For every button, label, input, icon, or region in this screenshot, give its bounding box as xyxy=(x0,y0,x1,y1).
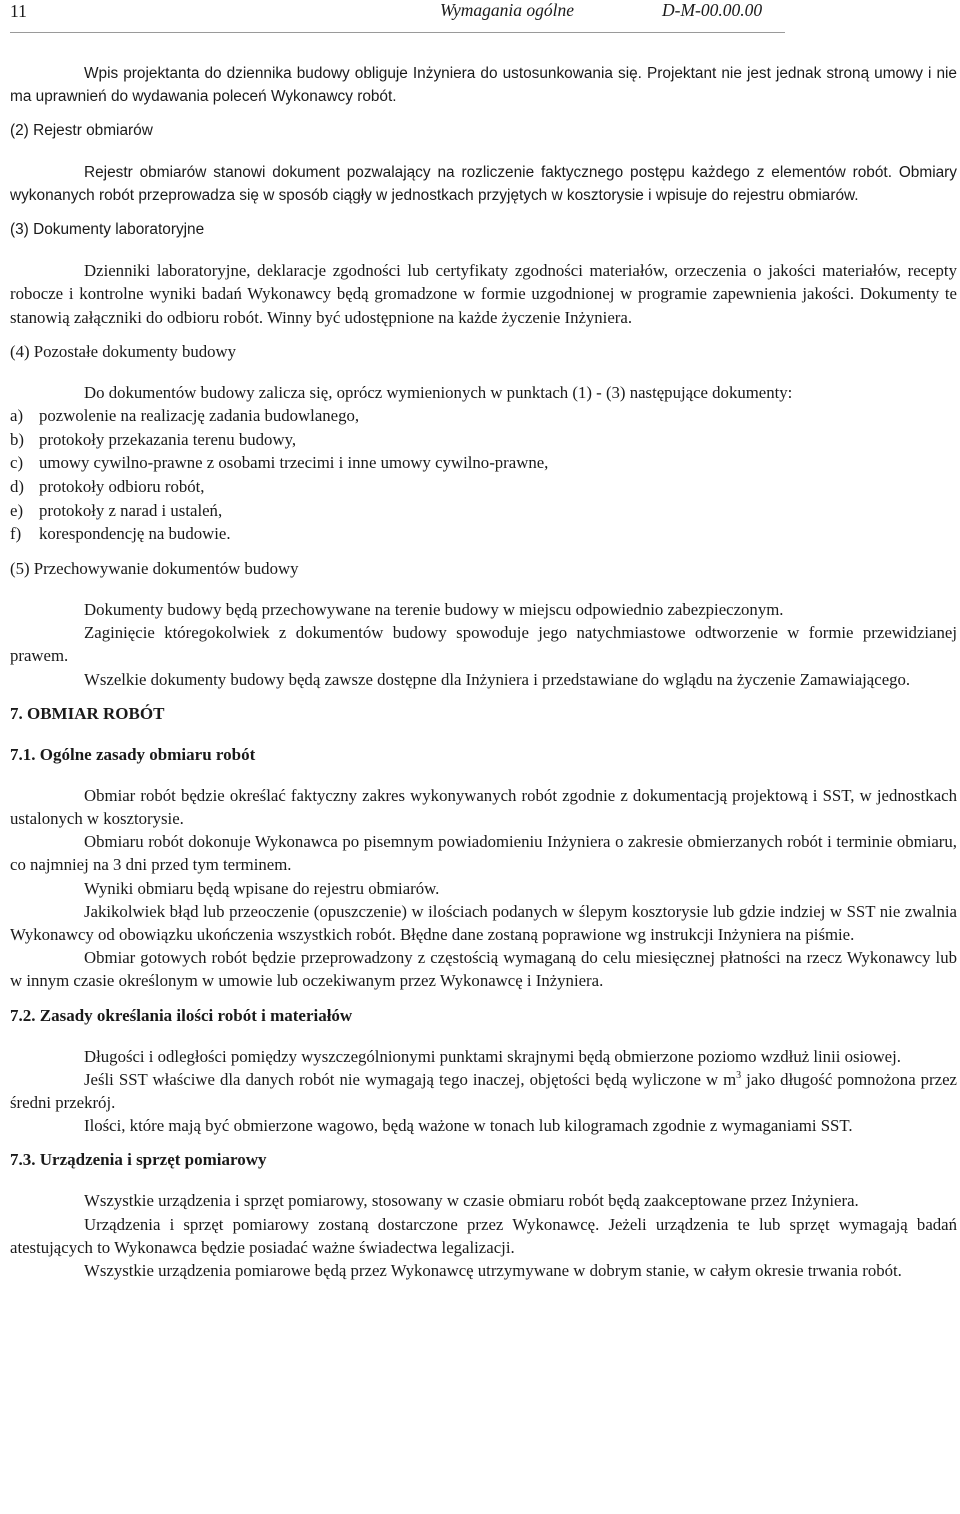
section-7-3-paragraph-2: Urządzenia i sprzęt pomiarowy zostaną dostarczone przez Wykonawcę. Jeżeli urządzenia te lub sprzęt wymagają badań atestujących to Wykonawca będzie posiadać ważne świadectwa legalizacji. xyxy=(10,1214,957,1257)
section-3-heading: (3) Dokumenty laboratoryjne xyxy=(10,221,205,239)
list-marker: b) xyxy=(10,429,24,449)
list-marker: a) xyxy=(10,406,24,426)
list-item xyxy=(10,404,957,428)
section-5-heading: (5) Przechowywanie dokumentów budowy xyxy=(10,558,299,578)
list-item-text: korespondencję na budowie. xyxy=(39,524,231,544)
list-item-text: umowy cywilno-prawne z osobami trzecimi i inne umowy cywilno-prawne, xyxy=(39,453,549,473)
page-header xyxy=(10,0,785,33)
list-item xyxy=(10,475,957,499)
chapter-7-heading: 7. OBMIAR ROBÓT xyxy=(10,703,165,723)
volume-text-end: jako długość pomnożona przez średni przekrój. xyxy=(10,1069,957,1113)
section-7-3-paragraph-1: Wszystkie urządzenia i sprzęt pomiarowy, stosowany w czasie obmiaru robót będą zaakceptowane przez Inżyniera. xyxy=(84,1191,859,1211)
list-marker: d) xyxy=(10,477,24,497)
section-7-2-paragraph-1: Długości i odległości pomiędzy wyszczególnionymi punktami skrajnymi będą obmierzone poziomo wzdłuż linii osiowej. xyxy=(84,1046,901,1066)
section-2-heading: (2) Rejestr obmiarów xyxy=(10,122,153,140)
section-5-paragraph-2: Zaginięcie któregokolwiek z dokumentów budowy spowoduje jego natychmiastowe odtworzenie w formie przewidzianej prawem. xyxy=(10,623,957,666)
list-item-text: protokoły odbioru robót, xyxy=(39,477,205,497)
section-5-paragraph-3: Wszelkie dokumenty budowy będą zawsze dostępne dla Inżyniera i przedstawiane do wglądu na życzenie Zamawiającego. xyxy=(84,669,911,689)
page-number: 11 xyxy=(10,1,27,21)
section-7-1-heading: 7.1. Ogólne zasady obmiaru robót xyxy=(10,744,256,764)
list-item-text: protokoły z narad i ustaleń, xyxy=(39,500,223,520)
section-7-1-paragraph-2: Obmiaru robót dokonuje Wykonawca po pisemnym powiadomieniu Inżyniera o zakresie obmierzanych robót i terminie obmiaru, co najmniej na 3 dni przed tym terminem. xyxy=(10,832,957,875)
cubic-superscript: 3 xyxy=(736,1069,742,1081)
section-3-paragraph: Dzienniki laboratoryjne, deklaracje zgodności lub certyfikaty zgodności materiałów, orzeczenia o jakości materiałów, recepty robocze i kontrolne wyniki badań Wykonawcy będą gromadzone w formie uzgodnionej w programie zapewnienia jakości. Dokumenty te stanowią załączniki do odbioru robót. Winny być udostępnione na każde życzenie Inżyniera. xyxy=(10,261,957,327)
volume-text-start: Jeśli SST właściwe dla danych robót nie wymagają tego inaczej, objętości będą wyliczone w m xyxy=(84,1069,737,1089)
header-code: D-M-00.00.00 xyxy=(662,0,763,20)
list-marker: f) xyxy=(10,524,22,544)
list-marker: c) xyxy=(10,453,24,473)
section-7-1-paragraph-5: Obmiar gotowych robót będzie przeprowadzony z częstością wymaganą do celu miesięcznej płatności na rzecz Wykonawcy lub w innym czasie określonym w umowie lub oczekiwanym przez Wykonawcę i Inżyniera. xyxy=(10,948,957,991)
section-7-1-paragraph-4: Jakikolwiek błąd lub przeoczenie (opuszczenie) w ilościach podanych w ślepym kosztorysie lub gdzie indziej w SST nie zwalnia Wykonawcy od obowiązku ukończenia wszystkich robót. Błędne dane zostaną poprawione wg instrukcji Inżyniera na piśmie. xyxy=(10,901,957,945)
section-7-1-paragraph-1: Obmiar robót będzie określać faktyczny zakres wykonywanych robót zgodnie z dokumentacją projektową i SST, w jednostkach ustalonych w kosztorysie. xyxy=(10,785,957,829)
list-item-text: pozwolenie na realizację zadania budowlanego, xyxy=(39,406,360,426)
header-title: Wymagania ogólne xyxy=(440,0,574,20)
section-4-paragraph: Do dokumentów budowy zalicza się, oprócz wymienionych w punktach (1) - (3) następujące dokumenty: xyxy=(84,383,793,403)
section-5-paragraph-1: Dokumenty budowy będą przechowywane na terenie budowy w miejscu odpowiednio zabezpieczonym. xyxy=(84,600,784,619)
list-item xyxy=(10,428,957,452)
list-item-text: protokoły przekazania terenu budowy, xyxy=(39,429,297,449)
section-4-heading: (4) Pozostałe dokumenty budowy xyxy=(10,341,237,361)
section-7-1-paragraph-3: Wyniki obmiaru będą wpisane do rejestru obmiarów. xyxy=(84,878,440,898)
documents-list xyxy=(10,404,957,546)
section-7-3-paragraph-3: Wszystkie urządzenia pomiarowe będą przez Wykonawcę utrzymywane w dobrym stanie, w całym okresie trwania robót. xyxy=(84,1261,902,1281)
document-body xyxy=(10,62,957,1282)
section-2-paragraph: Rejestr obmiarów stanowi dokument pozwalający na rozliczenie faktycznego postępu każdego z elementów robót. Obmiary wykonanych robót przeprowadza się w sposób ciągły w jednostkach przyjętych w kosztorysie i wpisuje do rejestru obmiarów. xyxy=(10,163,957,204)
list-item xyxy=(10,451,957,475)
section-7-2-paragraph-2 xyxy=(10,1068,957,1114)
section-7-2-paragraph-3: Ilości, które mają być obmierzone wagowo, będą ważone w tonach lub kilogramach zgodnie z wymaganiami SST. xyxy=(84,1116,853,1136)
intro-paragraph: Wpis projektanta do dziennika budowy obliguje Inżyniera do ustosunkowania się. Projektant nie jest jednak stroną umowy i nie ma uprawnień do wydawania poleceń Wykonawcy robót. xyxy=(10,65,957,106)
list-marker: e) xyxy=(10,500,24,520)
list-item xyxy=(10,522,957,546)
section-7-2-heading: 7.2. Zasady określania ilości robót i materiałów xyxy=(10,1005,353,1025)
list-item xyxy=(10,499,957,523)
section-7-3-heading: 7.3. Urządzenia i sprzęt pomiarowy xyxy=(10,1150,267,1170)
